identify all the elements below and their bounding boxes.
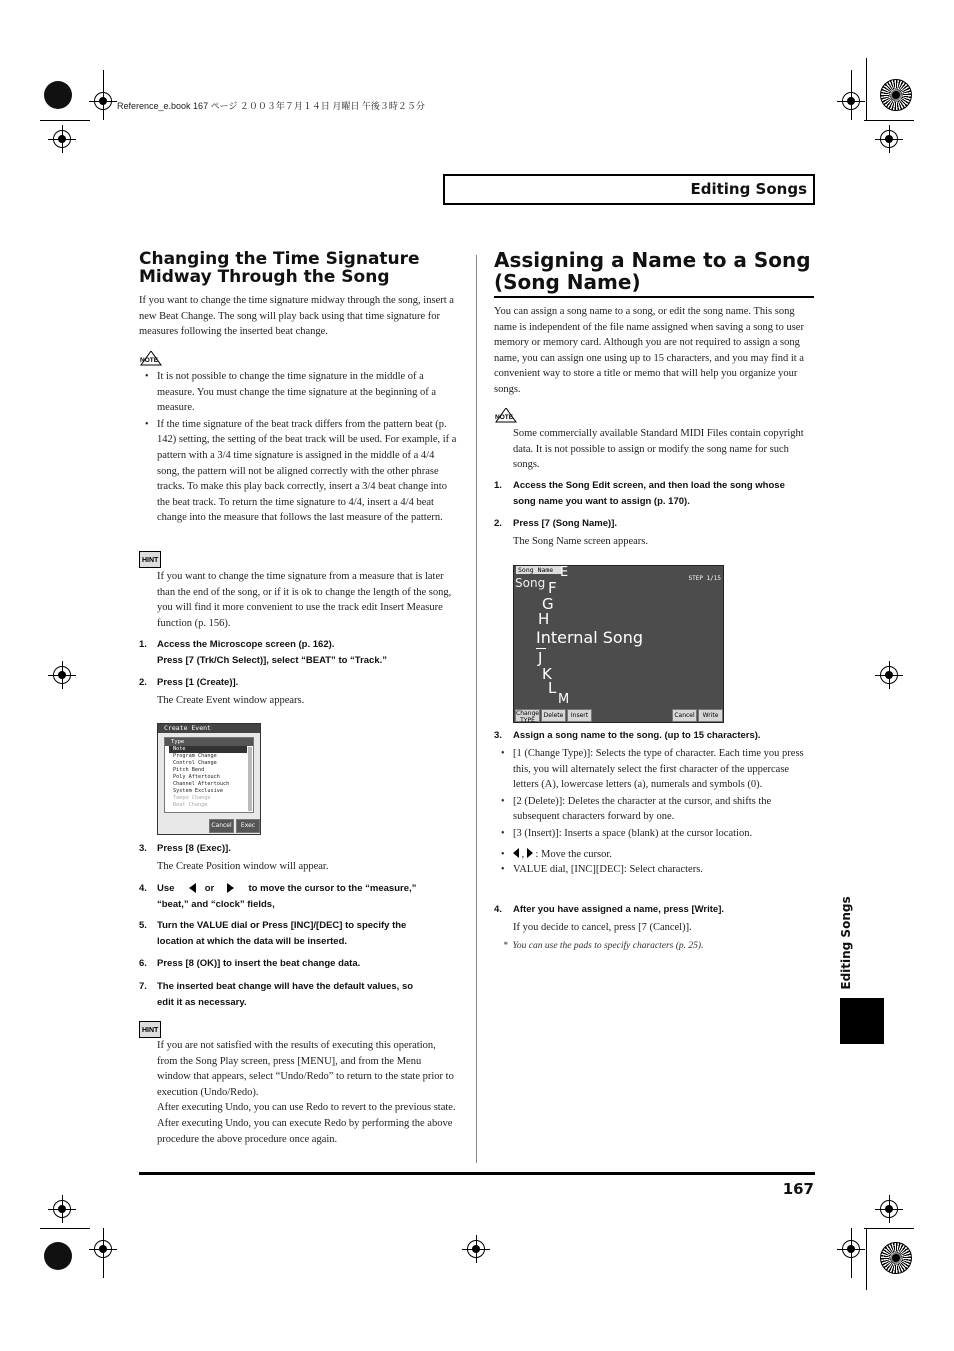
hint-icon: [139, 551, 161, 568]
left-step-7: [139, 979, 459, 1011]
dialog-scrollbar[interactable]: [248, 747, 252, 811]
step-text: The inserted beat change will have the default values, so: [157, 981, 414, 992]
crop-line: [103, 1228, 104, 1278]
dialog-list-item[interactable]: Control Change: [173, 760, 217, 766]
right-intro: You can assign a song name to a song, or edit the song name. This song name is independent of the file name assigned when saving a song to user memory or memory card. Although you are not required to assign a song name, you can assign one using up to 15 characters, and you may find it a convenient way to store a title or memo that will help you organize your songs.: [494, 306, 804, 395]
step-number: 6.: [139, 958, 147, 969]
dialog-exec-button[interactable]: Exec: [236, 819, 260, 833]
right-step-3: [494, 728, 814, 744]
list-item: • [2 (Delete)]: Deletes the character at the cursor, and shifts the subsequent characters forward by one.: [495, 794, 813, 825]
step-number: 2.: [494, 518, 502, 529]
crop-line: [864, 120, 914, 121]
step-text: Use: [157, 883, 175, 894]
step-text: edit it as necessary.: [157, 997, 247, 1008]
right-bullets: [495, 746, 813, 878]
crosshair-mark: [53, 1200, 71, 1218]
left-step-5: [139, 918, 459, 950]
crop-line: [866, 1228, 867, 1290]
lcd-value[interactable]: Internal Song: [536, 628, 643, 647]
left-step3-desc: The Create Position window will appear.: [157, 861, 329, 872]
lcd-letter: F: [548, 579, 557, 597]
print-meta: Reference_e.book 167 ページ ２００３年７月１４日 月曜日 午後３時２５分: [117, 101, 425, 111]
crosshair-mark: [467, 1240, 485, 1258]
insert-button[interactable]: Insert: [567, 709, 592, 722]
song-name-screen: [513, 565, 724, 723]
dialog-list-item[interactable]: Channel Aftertouch: [173, 781, 230, 787]
crosshair-mark: [53, 666, 71, 684]
step-text: “beat,” and “clock” fields,: [157, 899, 275, 910]
crop-line: [864, 1228, 914, 1229]
step-number: 4.: [494, 904, 502, 915]
step-text: Assign a song name to the song. (up to 15 characters).: [513, 730, 761, 741]
step-text: Press [8 (Exec)].: [157, 843, 231, 854]
note-icon: [494, 408, 518, 424]
crop-line: [851, 1228, 852, 1278]
list-item: • [1 (Change Type)]: Selects the type of character. Each time you press this, you will alternately select the first character of the uppercase letters (A), lowercase letters (a), numerals and symbols (0).: [495, 746, 813, 793]
side-tab-label: Editing Songs: [839, 896, 853, 990]
step-text: or: [204, 883, 215, 894]
right-note: Some commercially available Standard MIDI Files contain copyright data. It is not possible to assign or modify the song name for such songs.: [513, 428, 804, 471]
step-number: 2.: [139, 677, 147, 688]
cursor-left-icon: [189, 883, 196, 893]
step-number: 1.: [139, 639, 147, 650]
step-text: location at which the data will be inserted.: [157, 936, 348, 947]
right-title-line2: (Song Name): [494, 270, 641, 294]
note-bullet: • It is not possible to change the time signature in the middle of a measure. You must change the time signature at the beginning of a measure.: [139, 369, 457, 416]
left-step2-desc: The Create Event window appears.: [157, 695, 305, 706]
left-title: [139, 250, 420, 286]
left-note-bullets: [139, 369, 457, 526]
left-hint-2: [157, 1038, 457, 1147]
dialog-list-item[interactable]: System Exclusive: [173, 788, 223, 794]
dialog-title: Create Event: [158, 724, 260, 733]
lcd-letter: G: [542, 595, 554, 613]
lcd-letter: K: [542, 665, 552, 683]
dialog-list-item[interactable]: Note: [169, 746, 247, 753]
cursor-right-icon: [227, 883, 234, 893]
list-item: • VALUE dial, [INC][DEC]: Select characters.: [495, 862, 813, 878]
step-text: Turn the VALUE dial or Press [INC]/[DEC] to specify the: [157, 920, 407, 931]
crosshair-mark: [880, 1200, 898, 1218]
step-text: to move the cursor to the “measure,”: [248, 883, 417, 894]
left-step-4: [139, 881, 459, 913]
side-tab-block: [840, 998, 884, 1044]
lcd-letter: L: [548, 679, 557, 697]
hint-label: HINT: [142, 1027, 159, 1034]
step-number: 7.: [139, 981, 147, 992]
hint-paragraph: If you are not satisfied with the results of executing this operation, from the Song Play screen, press [MENU], and from the Menu window that appears, select “Undo/Redo” to return to the state prior to execution (Undo/Redo).: [157, 1040, 454, 1098]
create-event-dialog: [157, 723, 261, 835]
step-number: 5.: [139, 920, 147, 931]
note-icon: [139, 351, 163, 367]
crop-line: [40, 1228, 90, 1229]
dialog-list-item[interactable]: Tempo Change: [173, 795, 211, 801]
dialog-list-item[interactable]: Poly Aftertouch: [173, 774, 220, 780]
dialog-list-header: Type: [165, 738, 253, 746]
footer-rule: [139, 1172, 815, 1175]
crosshair-mark: [53, 130, 71, 148]
list-item: • [3 (Insert)]: Inserts a space (blank) at the cursor location.: [495, 826, 813, 842]
step-text: Access the Song Edit screen, and then load the song whose: [513, 480, 785, 491]
lcd-letter: M: [558, 692, 570, 707]
crop-line: [103, 70, 104, 120]
bullet-text: : Move the cursor.: [535, 848, 612, 860]
write-button[interactable]: Write: [698, 709, 723, 722]
right-step-4: [494, 902, 814, 918]
crop-line: [40, 120, 90, 121]
column-divider: [476, 255, 477, 1163]
step-number: 1.: [494, 480, 502, 491]
left-step-2: [139, 675, 459, 691]
right-step4-desc: If you decide to cancel, press [7 (Cancel)].: [513, 922, 692, 933]
step-text: Press [7 (Song Name)].: [513, 518, 617, 529]
registration-burst: [880, 1242, 912, 1274]
registration-burst: [880, 79, 912, 111]
crop-line: [851, 70, 852, 120]
cursor-right-icon: [527, 848, 533, 858]
step-text: Press [8 (OK)] to insert the beat change data.: [157, 958, 361, 969]
left-title-line2: Midway Through the Song: [139, 267, 390, 287]
left-hint-1: If you want to change the time signature from a measure that is later than the end of the song, or if it is ok to change the length of the song, you will find it more convenient to use the track edit Insert Measure function (p. 156).: [157, 571, 452, 629]
right-step2-desc: The Song Name screen appears.: [513, 536, 648, 547]
note-label: NOTE: [140, 357, 159, 364]
lcd-side-label: Song: [515, 576, 546, 590]
footnote: [503, 941, 703, 951]
left-intro: If you want to change the time signature midway through the song, insert a new Beat Change. The song will play back using that time signature for measures following the inserted beat change.: [139, 295, 454, 338]
lcd-step: STEP 1/15: [688, 575, 721, 582]
left-step-6: [139, 956, 459, 972]
step-number: 3.: [494, 730, 502, 741]
footnote-text: You can use the pads to specify characters (p. 25).: [512, 941, 704, 951]
right-step-2: [494, 516, 814, 532]
step-number: 3.: [139, 843, 147, 854]
delete-button[interactable]: Delete: [541, 709, 566, 722]
section-header: Editing Songs: [690, 180, 807, 198]
right-title: [494, 249, 811, 293]
right-title-line1: Assigning a Name to a Song: [494, 248, 811, 272]
hint-paragraph: After executing Undo, you can use Redo to revert to the previous state. After executing Undo, you can execute Redo by performing the above procedure the above procedure once again.: [157, 1102, 456, 1145]
crosshair-mark: [880, 666, 898, 684]
right-step-1: [494, 478, 816, 510]
left-title-line1: Changing the Time Signature: [139, 249, 420, 269]
lcd-title: Song Name: [516, 566, 562, 574]
cursor-left-icon: [513, 848, 519, 858]
page-number: 167: [782, 1180, 814, 1198]
step-text: After you have assigned a name, press [Write].: [513, 904, 725, 915]
step-text: song name you want to assign (p. 170).: [513, 496, 690, 507]
step-number: 4.: [139, 883, 147, 894]
footnote-marker: *: [503, 941, 513, 951]
step-text: Press [1 (Create)].: [157, 677, 239, 688]
dialog-list: [164, 737, 254, 813]
crosshair-mark: [880, 130, 898, 148]
lcd-letter: E: [560, 565, 569, 580]
note-bullet: • If the time signature of the beat track differs from the pattern beat (p. 142) setting, the setting of the beat track will be used. For example, if a pattern with a 3/4 time signature is assigned in the middle of a 4/4 song, the pattern will not be aligned correctly with the other phrase tracks. To make this play back correctly, insert a 3/4 beat change into the beat track. To return the time signature to 4/4, insert a 4/4 beat change into the measure that follows the last measure of the pattern.: [139, 417, 457, 526]
lcd-letter: J: [538, 649, 543, 667]
dialog-list-item[interactable]: Beat Change: [173, 802, 208, 808]
dialog-cancel-button[interactable]: Cancel: [209, 819, 234, 833]
dialog-list-item[interactable]: Program Change: [173, 753, 217, 759]
registration-dot: [44, 1242, 72, 1270]
dialog-items: [165, 746, 253, 809]
list-item: • , : Move the cursor.: [495, 847, 813, 863]
title-rule: [494, 296, 814, 298]
step-text: Access the Microscope screen (p. 162).: [157, 639, 335, 650]
step-text: Press [7 (Trk/Ch Select)], select “BEAT” to “Track.”: [157, 655, 388, 666]
left-step-3: [139, 841, 459, 857]
cancel-button[interactable]: Cancel: [672, 709, 697, 722]
crop-line: [866, 58, 867, 120]
note-label: NOTE: [495, 414, 514, 421]
left-step-1: [139, 637, 459, 669]
change-type-button[interactable]: Change TYPE: [516, 710, 539, 723]
registration-dot: [44, 81, 72, 109]
lcd-letter: H: [538, 610, 550, 628]
hint-label: HINT: [142, 557, 159, 564]
hint-icon: [139, 1021, 161, 1038]
dialog-list-item[interactable]: Pitch Bend: [173, 767, 205, 773]
